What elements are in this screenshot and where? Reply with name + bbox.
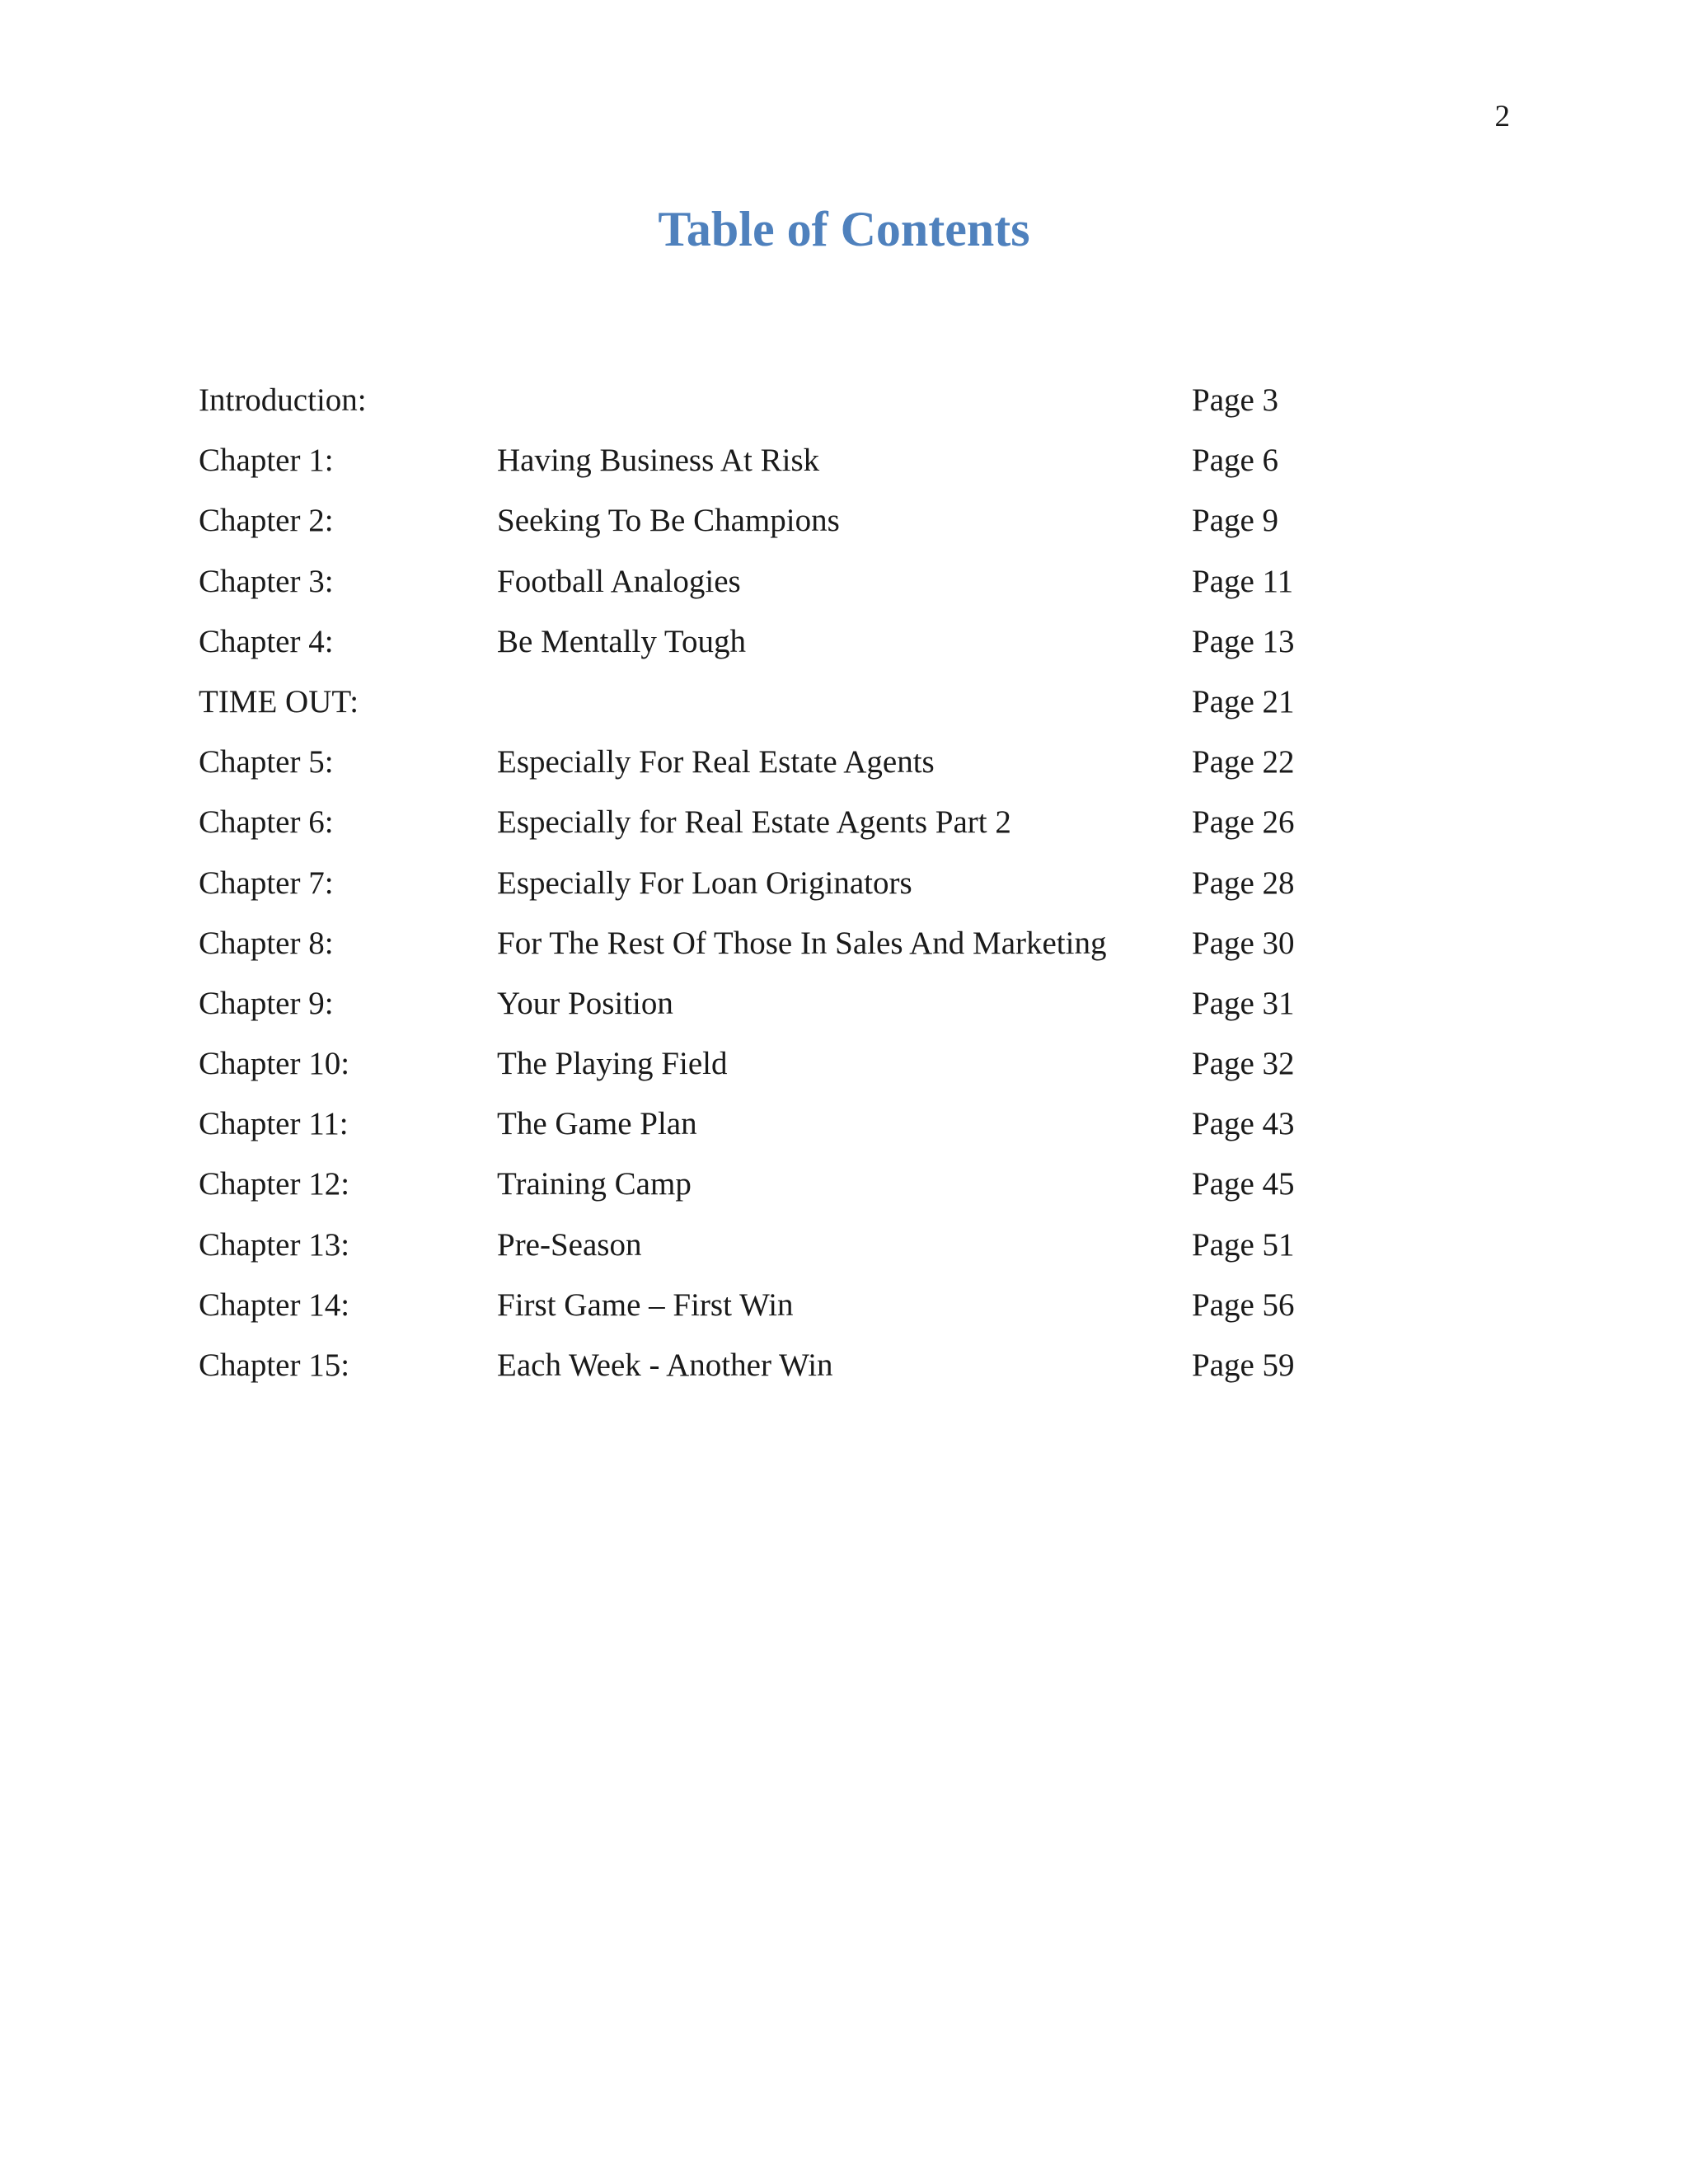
toc-entry bbox=[199, 1222, 1353, 1282]
toc-entry-label: Chapter 2: bbox=[199, 503, 334, 539]
toc-entry bbox=[199, 438, 1353, 498]
toc-entry-page: Page 31 bbox=[1192, 985, 1295, 1021]
toc-entry-title: Especially For Real Estate Agents bbox=[497, 744, 935, 780]
toc-entry-title: Seeking To Be Champions bbox=[497, 503, 840, 539]
toc-entry-title: First Game – First Win bbox=[497, 1286, 794, 1323]
toc-entry-page: Page 32 bbox=[1192, 1046, 1295, 1082]
toc-entry bbox=[199, 679, 1353, 739]
toc-entry-title: Each Week - Another Win bbox=[497, 1347, 833, 1383]
toc-entry-title: Training Camp bbox=[497, 1166, 692, 1202]
toc-entry-page: Page 43 bbox=[1192, 1106, 1295, 1142]
toc-entry-label: Chapter 5: bbox=[199, 744, 334, 780]
toc-entry-title: For The Rest Of Those In Sales And Marketing bbox=[497, 925, 1107, 961]
toc-entry-label: Chapter 4: bbox=[199, 623, 334, 659]
toc-entry-label: Chapter 12: bbox=[199, 1166, 350, 1202]
toc-entry-page: Page 13 bbox=[1192, 623, 1295, 659]
toc-entry bbox=[199, 559, 1353, 619]
toc-entry-label: Chapter 15: bbox=[199, 1347, 350, 1383]
table-of-contents bbox=[199, 377, 1353, 1403]
toc-entry bbox=[199, 739, 1353, 799]
page-number: 2 bbox=[1494, 100, 1510, 134]
toc-entry-page: Page 6 bbox=[1192, 443, 1279, 479]
toc-entry bbox=[199, 1161, 1353, 1221]
toc-entry bbox=[199, 1282, 1353, 1343]
toc-entry-title: Pre-Season bbox=[497, 1226, 642, 1263]
toc-entry-page: Page 30 bbox=[1192, 925, 1295, 961]
toc-entry bbox=[199, 1041, 1353, 1101]
toc-entry bbox=[199, 1101, 1353, 1161]
toc-entry-page: Page 9 bbox=[1192, 503, 1279, 539]
toc-entry-title: Be Mentally Tough bbox=[497, 623, 747, 659]
toc-entry-title: Having Business At Risk bbox=[497, 443, 820, 479]
toc-entry-title: The Game Plan bbox=[497, 1106, 697, 1142]
toc-entry-label: Chapter 13: bbox=[199, 1226, 350, 1263]
toc-entry-page: Page 26 bbox=[1192, 804, 1295, 841]
toc-entry-page: Page 45 bbox=[1192, 1166, 1295, 1202]
toc-entry-label: Chapter 9: bbox=[199, 985, 334, 1021]
toc-entry bbox=[199, 1343, 1353, 1403]
toc-entry-label: Chapter 1: bbox=[199, 443, 334, 479]
toc-entry-title: Especially for Real Estate Agents Part 2 bbox=[497, 804, 1011, 841]
toc-entry-label: Chapter 14: bbox=[199, 1286, 350, 1323]
toc-entry-page: Page 59 bbox=[1192, 1347, 1295, 1383]
page-title: Table of Contents bbox=[658, 202, 1030, 256]
toc-entry-title: Especially For Loan Originators bbox=[497, 865, 912, 901]
toc-entry-title: Your Position bbox=[497, 985, 673, 1021]
toc-entry-page: Page 28 bbox=[1192, 865, 1295, 901]
toc-entry-label: TIME OUT: bbox=[199, 683, 359, 719]
toc-entry-label: Chapter 7: bbox=[199, 865, 334, 901]
toc-entry bbox=[199, 799, 1353, 860]
toc-entry bbox=[199, 981, 1353, 1041]
toc-entry-page: Page 11 bbox=[1192, 563, 1294, 599]
toc-entry-page: Page 21 bbox=[1192, 683, 1295, 719]
toc-entry bbox=[199, 860, 1353, 921]
toc-entry-label: Chapter 11: bbox=[199, 1106, 349, 1142]
toc-entry-title: The Playing Field bbox=[497, 1046, 728, 1082]
toc-entry bbox=[199, 619, 1353, 679]
toc-entry bbox=[199, 377, 1353, 438]
toc-entry-page: Page 22 bbox=[1192, 744, 1295, 780]
toc-entry-label: Chapter 6: bbox=[199, 804, 334, 841]
toc-entry-page: Page 3 bbox=[1192, 382, 1279, 418]
toc-entry bbox=[199, 498, 1353, 558]
toc-entry-label: Chapter 10: bbox=[199, 1046, 350, 1082]
toc-entry-label: Chapter 3: bbox=[199, 563, 334, 599]
toc-entry-title: Football Analogies bbox=[497, 563, 741, 599]
toc-entry-page: Page 51 bbox=[1192, 1226, 1295, 1263]
toc-entry-label: Introduction: bbox=[199, 382, 367, 418]
toc-entry bbox=[199, 921, 1353, 981]
toc-entry-label: Chapter 8: bbox=[199, 925, 334, 961]
toc-entry-page: Page 56 bbox=[1192, 1286, 1295, 1323]
